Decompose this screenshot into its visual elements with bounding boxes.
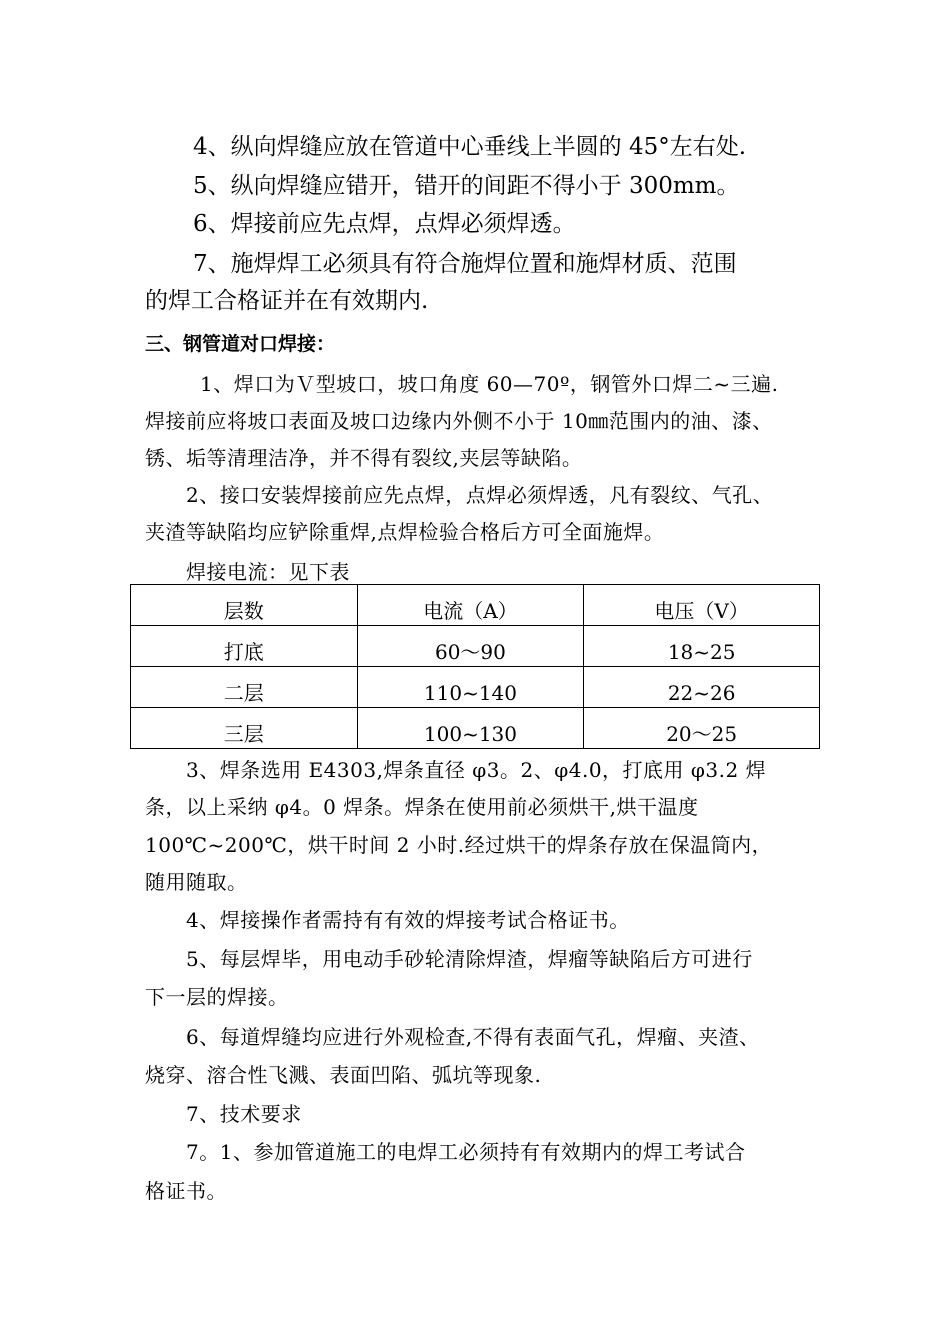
paragraph-line: 烧穿、溶合性飞溅、表面凹陷、弧坑等现象. (145, 1063, 542, 1087)
paragraph-line: 100℃~200℃，烘干时间 2 小时.经过烘干的焊条存放在保温筒内， (145, 833, 773, 857)
table-cell: 二层 (131, 667, 358, 708)
table-cell: 18~25 (584, 626, 820, 667)
table-cell: 20～25 (584, 708, 820, 749)
table-row (131, 708, 820, 749)
paragraph-line: 5、每层焊毕，用电动手砂轮清除焊渣，焊瘤等缺陷后方可进行 (186, 947, 753, 971)
table-row (131, 626, 820, 667)
table-cell: 三层 (131, 708, 358, 749)
paragraph-line: 5、纵向焊缝应错开，错开的间距不得小于 300mm。 (193, 173, 740, 199)
table-cell: 100~130 (357, 708, 584, 749)
table-cell: 打底 (131, 626, 358, 667)
paragraph-line: 7、技术要求 (186, 1102, 302, 1126)
table-cell: 22~26 (584, 667, 820, 708)
table-header-row (131, 585, 820, 626)
paragraph-line: 7、施焊焊工必须具有符合施焊位置和施焊材质、范围 (193, 251, 737, 277)
paragraph-line: 1、焊口为Ｖ型坡口，坡口角度 60—70º，钢管外口焊二~三遍. (200, 372, 779, 396)
table-header-cell: 电压（V） (584, 585, 820, 626)
paragraph-line: 焊接前应将坡口表面及坡口边缘内外侧不小于 10㎜范围内的油、漆、 (145, 409, 773, 433)
paragraph-line: 的焊工合格证并在有效期内. (145, 288, 429, 314)
paragraph-line: 锈、垢等清理洁净，并不得有裂纹,夹层等缺陷。 (145, 446, 583, 470)
table-caption: 焊接电流：见下表 (186, 560, 350, 584)
paragraph-line: 4、纵向焊缝应放在管道中心垂线上半圆的 45°左右处. (193, 134, 747, 160)
table-cell: 60～90 (357, 626, 584, 667)
table-header-cell: 层数 (131, 585, 358, 626)
table-row (131, 667, 820, 708)
paragraph-line: 格证书。 (145, 1179, 227, 1203)
paragraph-line: 随用随取。 (145, 870, 248, 894)
table-cell: 110~140 (357, 667, 584, 708)
paragraph-line: 6、焊接前应先点焊，点焊必须焊透。 (193, 211, 576, 237)
paragraph-line: 4、焊接操作者需持有有效的焊接考试合格证书。 (186, 908, 630, 932)
paragraph-line: 条，以上采纳 φ4。0 焊条。焊条在使用前必须烘干,烘干温度 (145, 795, 699, 819)
paragraph-line: 2、接口安装焊接前应先点焊，点焊必须焊透，凡有裂纹、气孔、 (186, 483, 774, 507)
paragraph-line: 7。1、参加管道施工的电焊工必须持有有效期内的焊工考试合 (186, 1140, 746, 1164)
paragraph-line: 6、每道焊缝均应进行外观检查,不得有表面气孔，焊瘤、夹渣、 (186, 1025, 760, 1049)
paragraph-line: 下一层的焊接。 (145, 985, 289, 1009)
section-heading: 三、钢管道对口焊接： (145, 333, 336, 355)
paragraph-line: 3、焊条选用 E4303,焊条直径 φ3。2、φ4.0，打底用 φ3.2 焊 (186, 758, 767, 782)
welding-current-table (130, 584, 820, 749)
paragraph-line: 夹渣等缺陷均应铲除重焊,点焊检验合格后方可全面施焊。 (145, 520, 665, 544)
table-header-cell: 电流（A） (357, 585, 584, 626)
